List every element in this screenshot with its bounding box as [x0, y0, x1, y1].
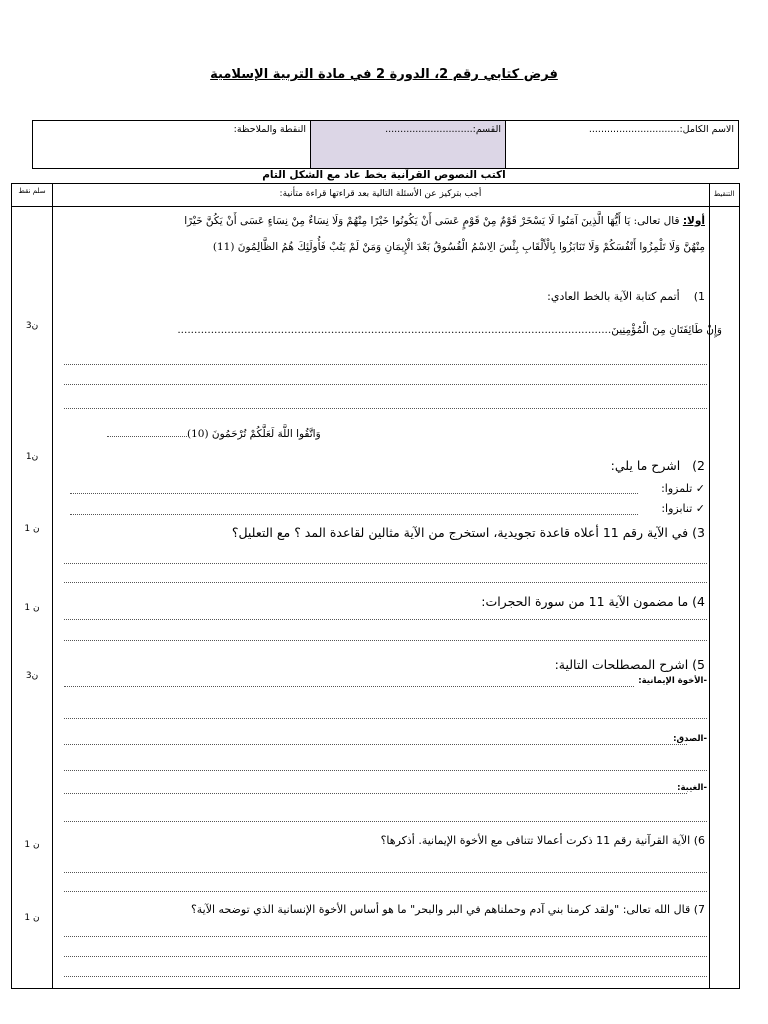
- mark-q7: 1 ن: [24, 913, 40, 923]
- exam-sheet: [11, 183, 740, 989]
- grade-field: النقطة والملاحظة:: [233, 124, 306, 135]
- question-6: 6) الآية القرآنية رقم 11 ذكرت أعمالا تتنافى مع الأخوة الإيمانية. أذكرها؟: [380, 834, 705, 847]
- answer-line[interactable]: [64, 640, 707, 641]
- mark-q6: 1 ن: [24, 840, 40, 850]
- mark-q2: 1ن: [25, 452, 39, 462]
- question-4: 4) ما مضمون الآية 11 من سورة الحجرات:: [481, 594, 705, 609]
- question-5: 5) اشرح المصطلحات التالية:: [554, 657, 705, 672]
- answer-line[interactable]: [64, 563, 707, 564]
- mark-q5: 3ن: [25, 671, 39, 681]
- answer-line[interactable]: [64, 793, 687, 794]
- sub-instruction: أجب بتركيز عن الأسئلة التالية بعد قراءتها قراءة متأنية:: [279, 189, 482, 199]
- answer-line[interactable]: [64, 582, 707, 583]
- answer-line[interactable]: [64, 744, 687, 745]
- verse-line-1: أولا: قال تعالى: يَا أَيُّهَا الَّذِينَ آمَنُوا لَا يَسْخَرْ قَوْمٌ مِنْ قَوْمٍ عَسَى أَنْ يَكُونُوا خَيْرًا مِنْهُمْ وَلَا نِسَاءٌ مِنْ نِسَاءٍ عَسَى أَنْ يَكُنَّ خَيْرًا: [184, 215, 705, 227]
- question-2: 2) اشرح ما يلي:: [610, 458, 705, 473]
- answer-line[interactable]: [64, 770, 707, 771]
- verse-line-2: مِنْهُنَّ وَلَا تَلْمِزُوا أَنْفُسَكُمْ وَلَا تَنَابَزُوا بِالْأَلْقَابِ بِئْسَ الِاسْمُ الْفُسُوقُ بَعْدَ الْإِيمَانِ وَمَنْ لَمْ يَتُبْ فَأُولَئِكَ هُمُ الظَّالِمُونَ (11): [212, 241, 705, 253]
- answer-line[interactable]: [64, 384, 707, 385]
- answer-line[interactable]: [64, 619, 707, 620]
- question-3: 3) في الآية رقم 11 أعلاه قاعدة تجويدية، استخرج من الآية مثالين لقاعدة المد ؟ مع التعليل؟: [231, 525, 705, 540]
- instruction: اكتب النصوص القرآنية بخط عاد مع الشكل التام: [262, 169, 506, 181]
- term-brotherhood: -الأخوة الإيمانية:: [638, 676, 707, 686]
- question-7: 7) قال الله تعالى: "ولقد كرمنا بني آدم وحملناهم في البر والبحر" ما هو أساس الأخوة الإنسانية الذي توضحه الآية؟: [190, 903, 705, 916]
- grading-header: التنقيط: [713, 190, 735, 198]
- class-field[interactable]: القسم:.............................: [310, 121, 505, 168]
- exam-title: فرض كتابي رقم 2، الدورة 2 في مادة التربية الإسلامية: [210, 67, 558, 82]
- q2-item-2: ✓ تنابزوا:: [661, 502, 705, 515]
- answer-line[interactable]: [64, 821, 707, 822]
- q2-item-1: ✓ تلمزوا:: [661, 482, 705, 495]
- answer-line[interactable]: [64, 872, 707, 873]
- student-info-box: [32, 120, 739, 169]
- header-divider: [12, 206, 739, 207]
- mark-q4: 1 ن: [24, 603, 40, 613]
- answer-line[interactable]: [64, 976, 707, 977]
- grading-column-divider: [709, 184, 710, 988]
- question-1: 1) أتمم كتابة الآية بالخط العادي:: [547, 290, 705, 303]
- answer-line[interactable]: [70, 514, 638, 515]
- mark-q3: 1 ن: [24, 524, 40, 534]
- answer-line[interactable]: [64, 408, 707, 409]
- verse-label: أولا:: [682, 215, 705, 227]
- term-backbiting: -الغيبة:: [677, 783, 707, 793]
- answer-line[interactable]: [64, 936, 707, 937]
- answer-line[interactable]: [64, 718, 707, 719]
- mark-q1: 3ن: [25, 321, 39, 331]
- q1-end: وَاتَّقُوا اللَّهَ لَعَلَّكُمْ تُرْحَمُونَ (10): [107, 424, 607, 445]
- term-honesty: -الصدق:: [673, 734, 707, 744]
- scale-header: سلم نقط: [18, 187, 46, 195]
- answer-line[interactable]: [64, 364, 707, 365]
- q1-start: وَإِنْ طَائِفَتَانِ مِنَ الْمُؤْمِنِينَ..................................................................................................................................: [177, 324, 722, 336]
- scale-column-divider: [52, 184, 53, 988]
- answer-line[interactable]: [64, 891, 707, 892]
- answer-line[interactable]: [64, 686, 634, 687]
- answer-line[interactable]: [64, 956, 707, 957]
- full-name-field[interactable]: الاسم الكامل:..............................: [505, 121, 738, 168]
- answer-line[interactable]: [70, 493, 638, 494]
